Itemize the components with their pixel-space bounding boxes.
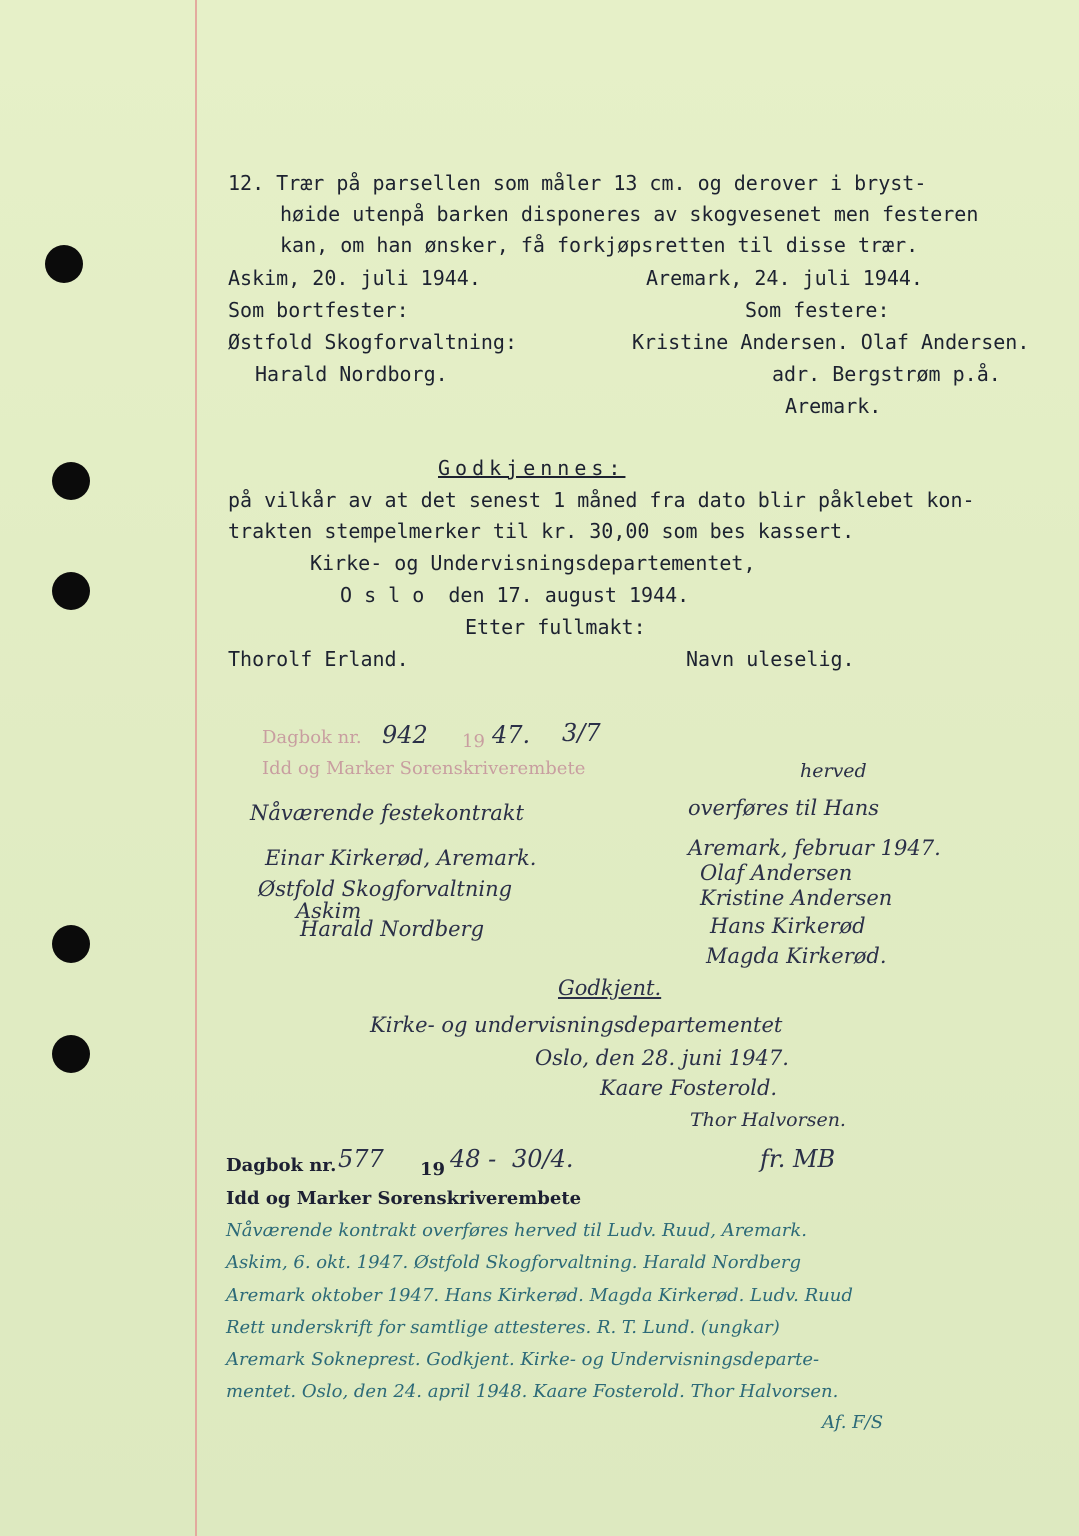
punch-hole xyxy=(52,572,90,610)
office-stamp-1947: Idd og Marker Sorenskriverembete xyxy=(262,758,586,779)
office-stamp-1948: Idd og Marker Sorenskriverembete xyxy=(226,1188,582,1209)
department: Kirke- og Undervisningsdepartementet, xyxy=(310,551,756,575)
clause-12-line: 12. Trær på parsellen som måler 13 cm. og derover i bryst- xyxy=(228,171,927,195)
right-address-2: Aremark. xyxy=(785,394,882,418)
hw-1947-right-block: Kristine Andersen xyxy=(700,886,893,910)
hw-1948-line: Nåværende kontrakt overføres herved til Ludv. Ruud, Aremark. xyxy=(226,1220,807,1241)
hw-1947-signer: Kaare Fosterold. xyxy=(600,1076,778,1100)
hw-1947-left-block: Askim xyxy=(296,899,362,923)
dagbok-label-1948: Dagbok nr. xyxy=(226,1155,337,1176)
hw-1948-line: Rett underskrift for samtlige attesteres. R. T. Lund. (ungkar) xyxy=(226,1317,780,1338)
hw-1947-line: Aremark, februar 1947. xyxy=(688,836,941,860)
dagbok-year-suffix-1947: 47. xyxy=(492,721,531,749)
hw-1947-approved: Godkjent. xyxy=(558,976,662,1000)
hw-1948-line: mentet. Oslo, den 24. april 1948. Kaare Fosterold. Thor Halvorsen. xyxy=(226,1381,839,1402)
dagbok-initials-1948: fr. MB xyxy=(760,1145,836,1173)
left-place-date: Askim, 20. juli 1944. xyxy=(228,266,481,290)
clause-12-line: høide utenpå barken disponeres av skogvesenet men festeren xyxy=(280,202,979,226)
hw-1947-line: overføres til Hans xyxy=(688,796,879,820)
hw-1947-right-block: Hans Kirkerød xyxy=(710,914,866,938)
dagbok-year-prefix-1947: 19 xyxy=(462,731,485,752)
hw-1948-line: Aremark Sokneprest. Godkjent. Kirke- og Undervisningsdeparte- xyxy=(226,1349,820,1370)
punch-hole xyxy=(52,1035,90,1073)
left-org: Østfold Skogforvaltning: xyxy=(228,330,517,354)
dagbok-number-1948: 577 xyxy=(338,1145,384,1173)
hw-1947-line: Einar Kirkerød, Aremark. xyxy=(265,846,537,870)
dagbok-date-1948: 30/4. xyxy=(512,1145,574,1173)
dagbok-label-1947: Dagbok nr. xyxy=(262,727,362,748)
dagbok-year-prefix-1948: 19 xyxy=(420,1159,446,1180)
dagbok-date-1947: 3/7 xyxy=(562,719,601,747)
left-signer: Harald Nordborg. xyxy=(255,362,448,386)
oslo-date: O s l o den 17. august 1944. xyxy=(340,583,690,607)
hw-1947-left-block: Harald Nordberg xyxy=(300,917,485,941)
signer-right: Navn uleselig. xyxy=(686,647,855,671)
left-role: Som bortfester: xyxy=(228,298,409,322)
hw-1947-date: Oslo, den 28. juni 1947. xyxy=(535,1046,789,1070)
hw-1948-signoff: Af. F/S xyxy=(822,1412,884,1433)
approval-line: trakten stempelmerker til kr. 30,00 som bes kassert. xyxy=(228,519,855,543)
hw-1948-line: Aremark oktober 1947. Hans Kirkerød. Magda Kirkerød. Ludv. Ruud xyxy=(226,1285,853,1306)
hw-1947-left-block: Østfold Skogforvaltning xyxy=(258,877,513,901)
signer-left: Thorolf Erland. xyxy=(228,647,409,671)
hw-insert-word: herved xyxy=(800,760,867,782)
hw-1947-line: Nåværende festekontrakt xyxy=(250,801,524,825)
punch-hole xyxy=(52,462,90,500)
right-names: Kristine Andersen. Olaf Andersen. xyxy=(632,330,1030,354)
right-place-date: Aremark, 24. juli 1944. xyxy=(646,266,923,290)
hw-1947-right-block: Olaf Andersen xyxy=(700,861,853,885)
punch-hole xyxy=(45,245,83,283)
hw-1948-line: Askim, 6. okt. 1947. Østfold Skogforvaltning. Harald Nordberg xyxy=(226,1252,801,1273)
red-margin-line xyxy=(195,0,197,1536)
punch-hole xyxy=(52,925,90,963)
hw-1947-signer: Thor Halvorsen. xyxy=(690,1109,846,1131)
clause-12-line: kan, om han ønsker, få forkjøpsretten til disse trær. xyxy=(280,233,919,257)
dagbok-number-1947: 942 xyxy=(382,721,428,749)
dagbok-year-suffix-1948: 48 - xyxy=(450,1145,497,1173)
right-role: Som festere: xyxy=(745,298,890,322)
hw-1947-dept: Kirke- og undervisningsdepartementet xyxy=(370,1013,783,1037)
by-proxy: Etter fullmakt: xyxy=(465,615,646,639)
hw-1947-right-block: Magda Kirkerød. xyxy=(706,944,887,968)
approval-line: på vilkår av at det senest 1 måned fra dato blir påklebet kon- xyxy=(228,488,975,512)
right-address-1: adr. Bergstrøm p.å. xyxy=(772,362,1001,386)
approval-heading: Godkjennes: xyxy=(438,456,626,480)
